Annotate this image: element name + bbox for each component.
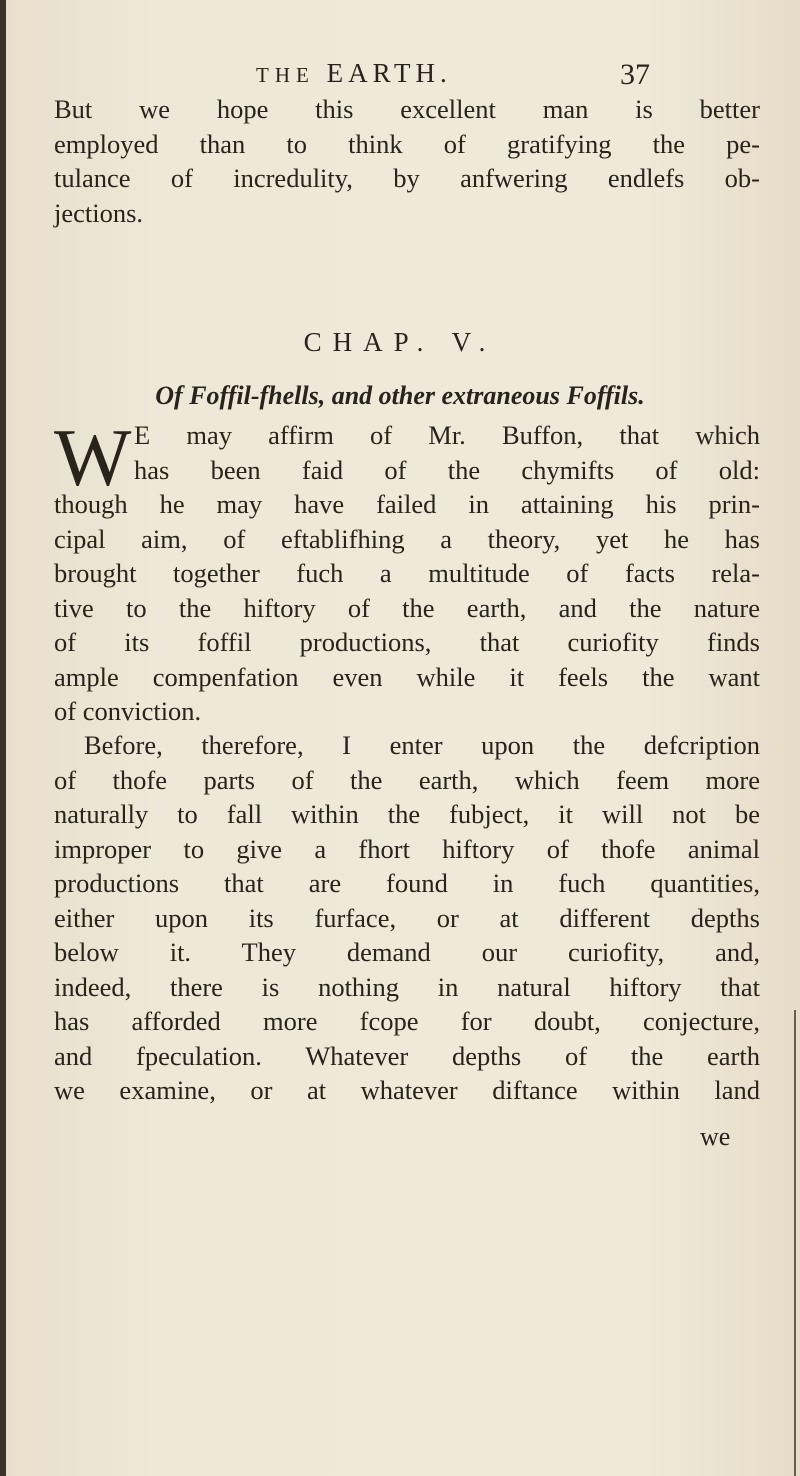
page-number: 37 [620,58,650,91]
text-line: ample compenfation even while it feels the want [54,661,760,692]
text-line: below it. They demand our curiofity, and, [54,937,760,967]
paragraph-1 [54,92,760,230]
text-line: either upon its furface, or at different depths [54,902,760,933]
paragraph-2 [54,487,760,729]
page-right-edge [794,1010,796,1476]
text-line: tive to the hiftory of the earth, and the nature [54,592,760,623]
text-line: productions that are found in fuch quantities, [54,868,760,898]
text-line: tulance of incredulity, by anfwering endlefs ob- [54,163,760,193]
text-line: we examine, or at whatever diftance within land [54,1075,760,1105]
running-head-earth: EARTH. [326,58,452,88]
text-line: But we hope this excellent man is better [54,94,760,124]
paragraph-2-opening [134,418,760,487]
text-line: cipal aim, of eftablifhing a theory, yet he has [54,523,760,554]
text-line: though he may have failed in attaining his prin- [54,489,760,519]
text-line: employed than to think of gratifying the pe- [54,128,760,159]
text-line: jections. [54,197,144,228]
text-line: and fpeculation. Whatever depths of the earth [54,1040,760,1071]
text-line: improper to give a fhort hiftory of thofe animal [54,833,760,864]
text-line: of its foffil productions, that curiofity finds [54,627,760,657]
text-line: has been faid of the chymifts of old: [134,454,760,485]
page-binding-edge [0,0,6,1476]
chapter-heading: CHAP. V. [303,327,497,357]
text-line: naturally to fall within the fubject, it will not be [54,799,760,829]
paragraph-3 [54,728,760,1108]
text-line: has afforded more fcope for doubt, conjecture, [54,1006,760,1036]
text-line: E may affirm of Mr. Buffon, that which [134,420,760,450]
text-line: Before, therefore, I enter upon the defcription [84,730,760,760]
text-line: of thofe parts of the earth, which feem more [54,764,760,795]
catchword: we [700,1122,731,1151]
running-head [256,58,452,89]
text-line: brought together fuch a multitude of facts rela- [54,558,760,588]
text-line: of conviction. [54,696,202,726]
drop-cap: W [54,412,132,503]
text-line: indeed, there is nothing in natural hiftory that [54,971,760,1002]
running-head-the: THE [256,63,315,87]
chapter-subtitle: Of Foffil-fhells, and other extraneous Foffils. [155,381,645,410]
